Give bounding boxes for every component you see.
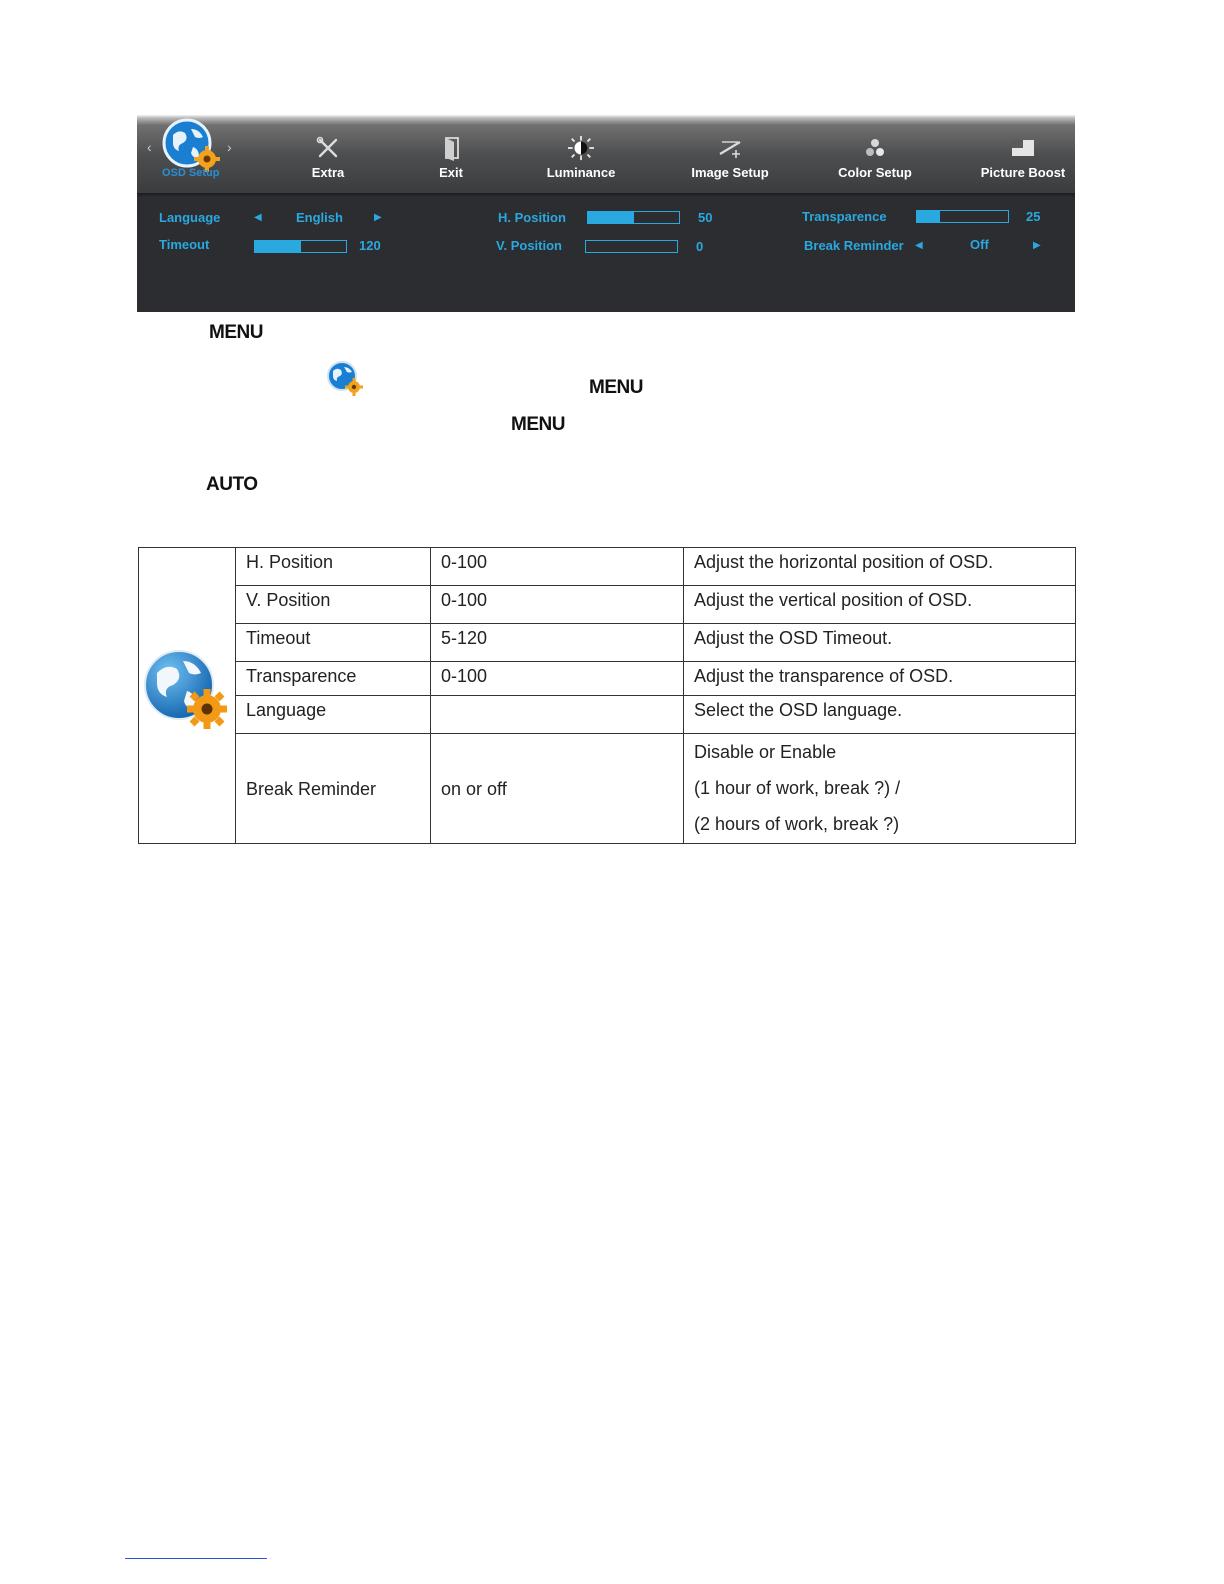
table-cell-desc: Adjust the vertical position of OSD. xyxy=(684,586,1076,624)
table-cell-desc: Adjust the horizontal position of OSD. xyxy=(684,548,1076,586)
osd-setup-globe-gear-icon xyxy=(141,647,233,737)
tab-left-arrow-icon[interactable]: ‹ xyxy=(147,139,152,155)
table-icon-cell xyxy=(139,548,236,844)
timeout-slider[interactable] xyxy=(254,240,347,253)
osd-setup-small-icon xyxy=(326,360,366,398)
table-cell-range: 5-120 xyxy=(431,624,684,662)
osd-menu-screenshot xyxy=(137,115,1075,312)
timeout-value: 120 xyxy=(359,238,381,253)
tab-extra[interactable] xyxy=(268,135,388,180)
tab-extra-label: Extra xyxy=(311,165,345,180)
tab-exit[interactable] xyxy=(391,135,511,180)
transparence-slider-fill xyxy=(917,211,940,222)
footnote-separator xyxy=(125,1558,267,1559)
language-label: Language xyxy=(159,210,221,225)
language-next-arrow-icon[interactable]: ▶ xyxy=(374,212,382,223)
osd-setup-table xyxy=(138,547,1076,844)
break-reminder-next-arrow-icon[interactable]: ▶ xyxy=(1033,240,1041,251)
table-cell-range: on or off xyxy=(431,734,684,844)
tools-icon xyxy=(315,135,341,161)
menu-key-label-2: MENU xyxy=(589,377,643,398)
table-row xyxy=(139,696,1076,734)
timeout-slider-fill xyxy=(255,241,301,252)
table-cell-item: V. Position xyxy=(236,586,431,624)
tab-right-arrow-icon[interactable]: › xyxy=(227,139,232,155)
sun-icon xyxy=(566,135,596,161)
break-reminder-prev-arrow-icon[interactable]: ◀ xyxy=(915,240,923,251)
menu-key-label-1: MENU xyxy=(209,322,263,343)
transparence-label: Transparence xyxy=(802,209,887,224)
tab-osd-setup-label: OSD Setup xyxy=(162,167,220,179)
desc-line: Disable or Enable xyxy=(694,742,837,762)
table-cell-desc: Adjust the transparence of OSD. xyxy=(684,662,1076,696)
table-row xyxy=(139,586,1076,624)
table-cell-desc xyxy=(684,734,1076,844)
table-row xyxy=(139,548,1076,586)
table-cell-desc: Adjust the OSD Timeout. xyxy=(684,624,1076,662)
h-position-label: H. Position xyxy=(498,210,566,225)
transparence-slider[interactable] xyxy=(916,210,1009,223)
image-setup-icon xyxy=(716,135,744,161)
table-row xyxy=(139,624,1076,662)
v-position-value: 0 xyxy=(696,239,704,254)
table-cell-range xyxy=(431,696,684,734)
timeout-label: Timeout xyxy=(159,237,210,252)
desc-line: (2 hours of work, break ?) xyxy=(694,814,900,834)
v-position-slider[interactable] xyxy=(585,240,678,253)
osd-tab-bar-shadow xyxy=(137,193,1075,197)
h-position-slider-fill xyxy=(588,212,634,223)
tab-picture-boost-label: Picture Boost xyxy=(980,165,1066,180)
tab-luminance-label: Luminance xyxy=(546,165,616,180)
table-cell-item: Timeout xyxy=(236,624,431,662)
table-cell-item: Break Reminder xyxy=(236,734,431,844)
desc-line: (1 hour of work, break ?) / xyxy=(694,778,901,798)
table-cell-item: H. Position xyxy=(236,548,431,586)
menu-key-label-3: MENU xyxy=(511,414,565,435)
tab-image-setup[interactable] xyxy=(670,135,790,180)
v-position-label: V. Position xyxy=(496,238,562,253)
tab-color-setup[interactable] xyxy=(815,135,935,180)
table-cell-range: 0-100 xyxy=(431,548,684,586)
picture-boost-icon xyxy=(1010,135,1036,161)
tab-osd-setup[interactable] xyxy=(147,115,237,185)
break-reminder-label: Break Reminder xyxy=(804,238,904,253)
tab-color-setup-label: Color Setup xyxy=(838,165,912,180)
table-cell-range: 0-100 xyxy=(431,662,684,696)
tab-image-setup-label: Image Setup xyxy=(691,165,769,180)
table-cell-range: 0-100 xyxy=(431,586,684,624)
language-value: English xyxy=(296,210,343,225)
table-cell-item: Language xyxy=(236,696,431,734)
tab-exit-label: Exit xyxy=(439,165,463,180)
exit-door-icon xyxy=(438,135,464,161)
auto-key-label: AUTO xyxy=(206,474,258,495)
transparence-value: 25 xyxy=(1026,209,1041,224)
color-dots-icon xyxy=(863,135,887,161)
table-row xyxy=(139,734,1076,844)
table-cell-item: Transparence xyxy=(236,662,431,696)
tab-picture-boost[interactable] xyxy=(963,135,1075,180)
table-row xyxy=(139,662,1076,696)
break-reminder-value: Off xyxy=(970,237,989,252)
h-position-slider[interactable] xyxy=(587,211,680,224)
tab-luminance[interactable] xyxy=(521,135,641,180)
h-position-value: 50 xyxy=(698,210,713,225)
table-cell-desc: Select the OSD language. xyxy=(684,696,1076,734)
language-prev-arrow-icon[interactable]: ◀ xyxy=(254,212,262,223)
